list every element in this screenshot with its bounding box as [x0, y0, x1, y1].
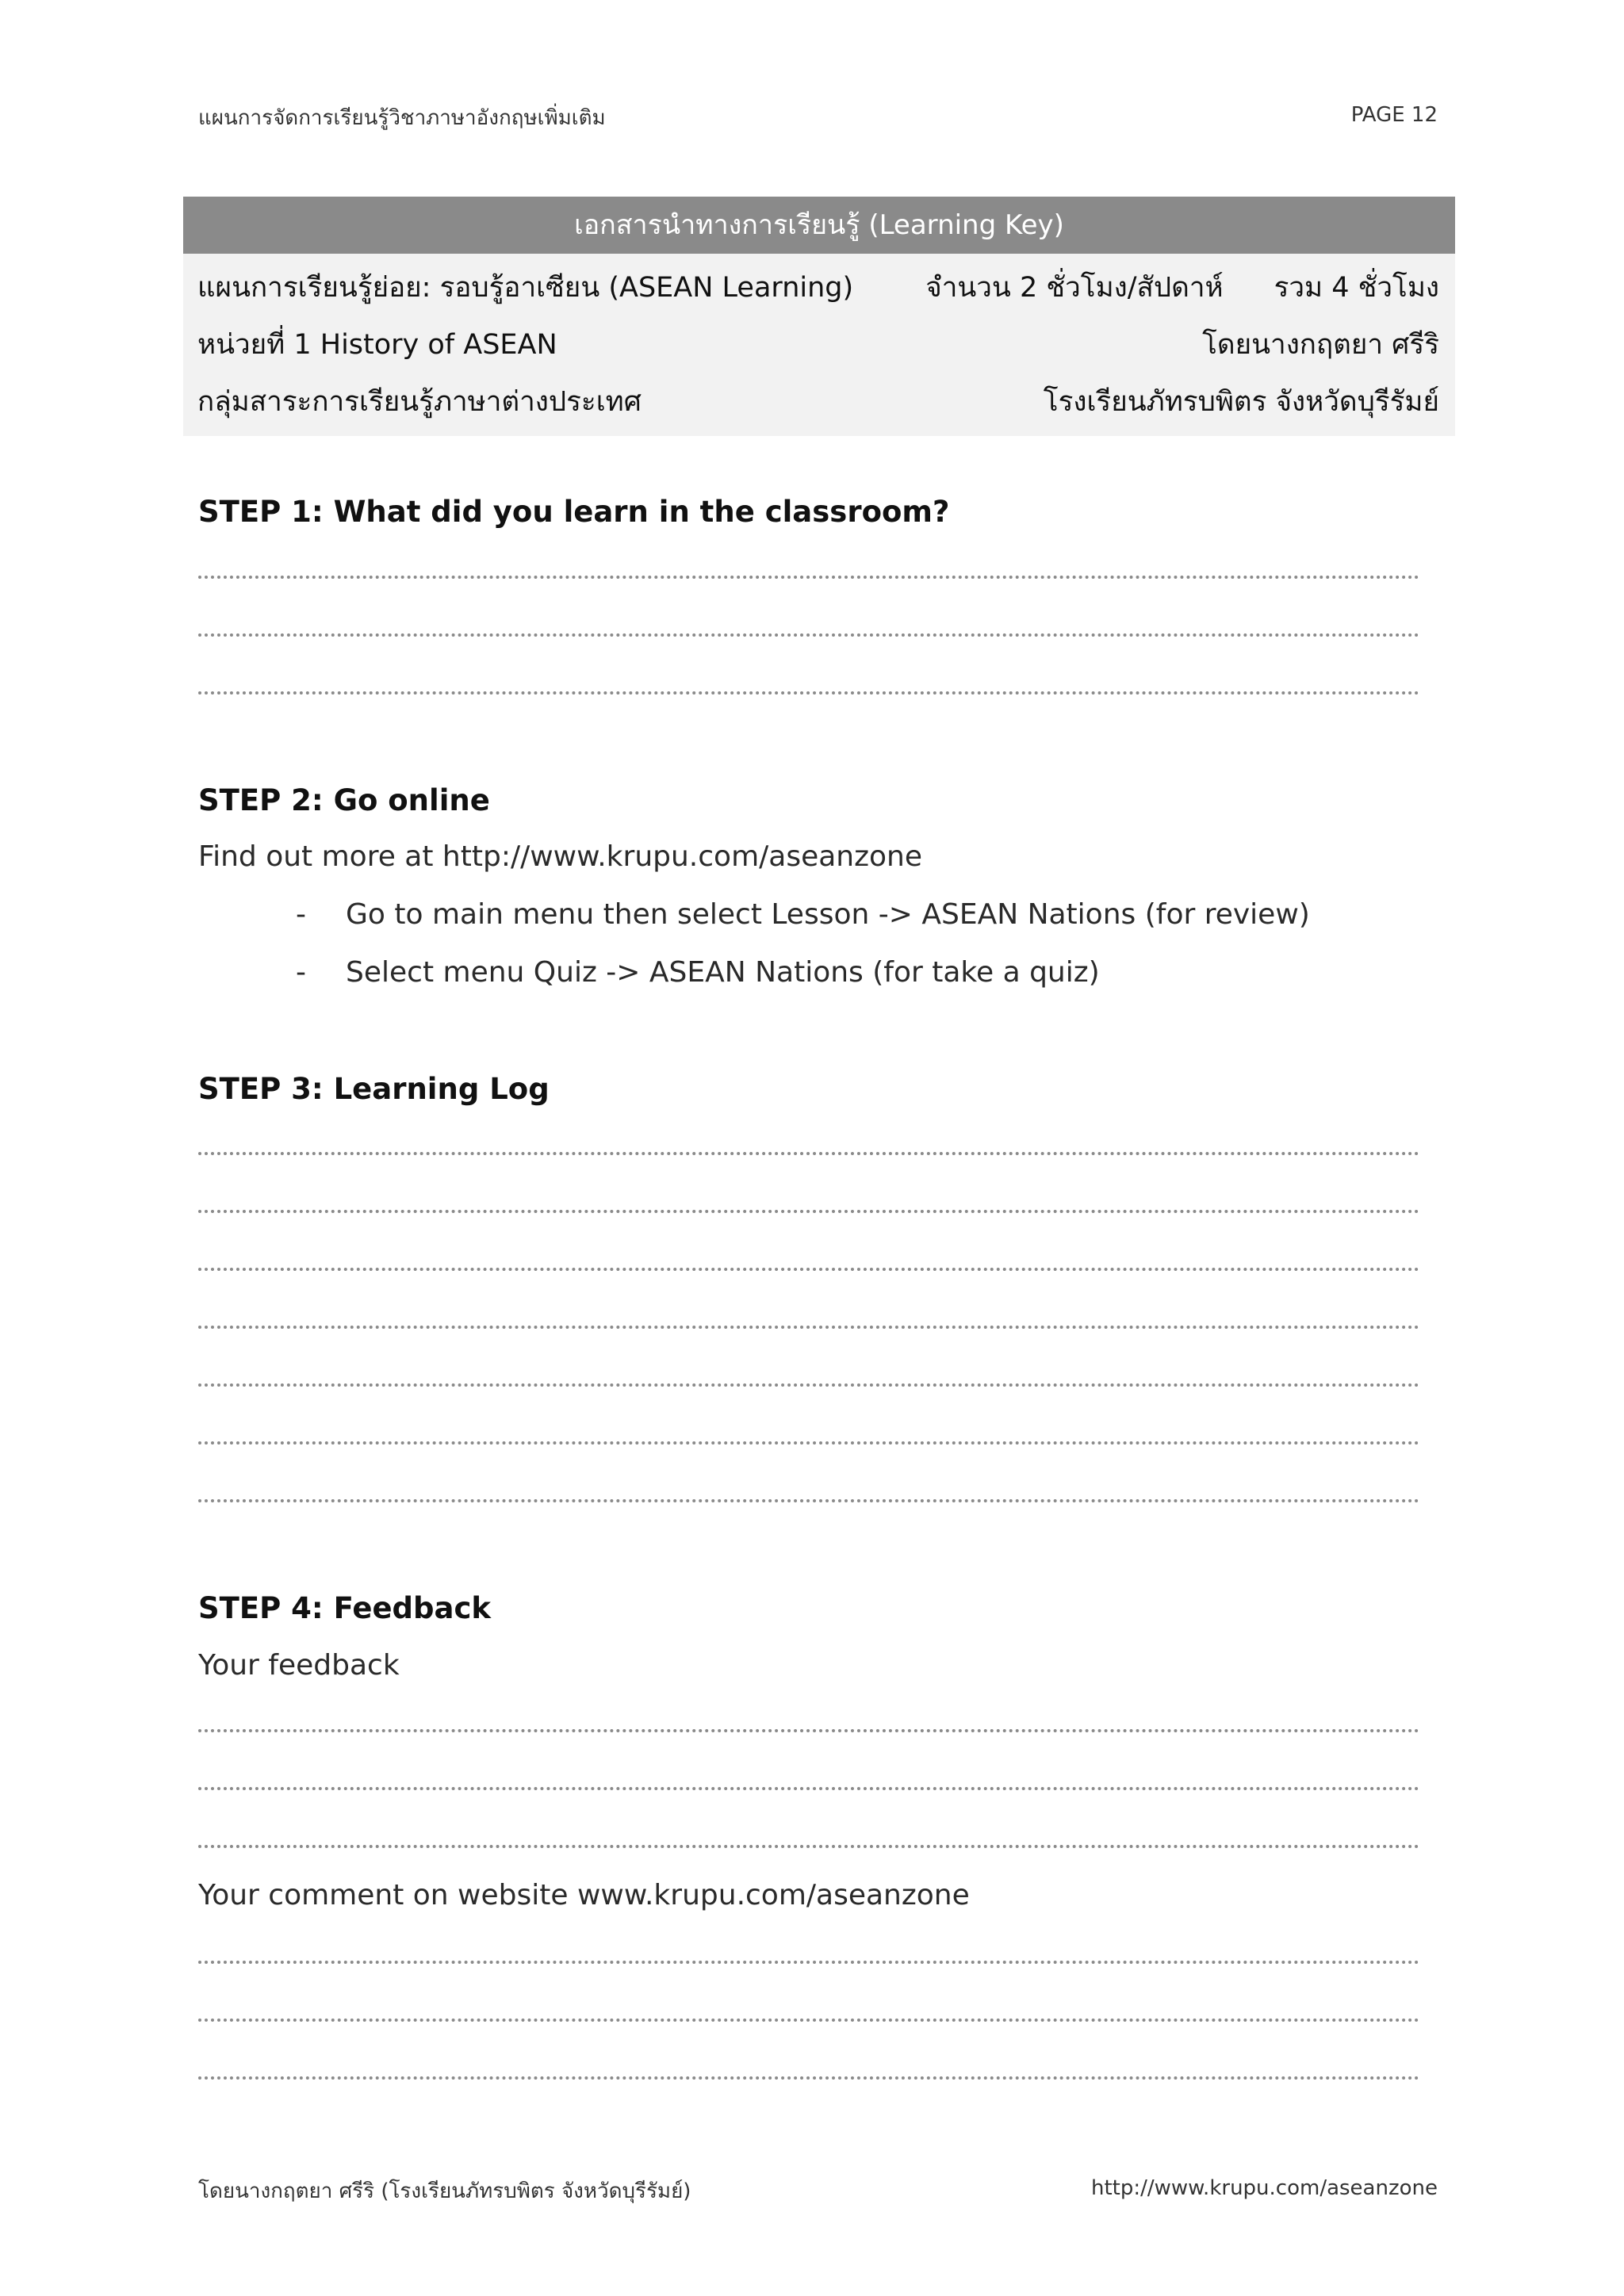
learning-key-title: เอกสารนำทางการเรียนรู้ (Learning Key) [183, 197, 1455, 254]
footer-url[interactable]: http://www.krupu.com/aseanzone [1091, 2176, 1438, 2200]
key-row-subject [183, 373, 1455, 430]
page-number: PAGE 12 [1350, 103, 1438, 127]
comment-line[interactable] [198, 2019, 1419, 2022]
hours-total: รวม 4 ชั่วโมง [1274, 271, 1439, 304]
step3-title: STEP 3: Learning Log [198, 1072, 550, 1106]
learning-key-table [183, 197, 1455, 436]
answer-line[interactable] [198, 691, 1419, 695]
bullet-text: Go to main menu then select Lesson -> ASEAN Nations (for review) [346, 898, 1310, 931]
feedback-label: Your feedback [198, 1649, 400, 1682]
bullet-item [296, 898, 1310, 931]
feedback-line[interactable] [198, 1845, 1419, 1848]
comment-label: Your comment on website www.krupu.com/aseanzone [198, 1879, 970, 1911]
bullet-text: Select menu Quiz -> ASEAN Nations (for take a quiz) [346, 956, 1100, 989]
teacher-name: โดยนางกฤตยา ศรีริ [1202, 328, 1439, 361]
log-line[interactable] [198, 1383, 1419, 1387]
bullet-item [296, 956, 1100, 989]
key-row-plan [183, 258, 1455, 316]
feedback-line[interactable] [198, 1787, 1419, 1790]
step2-title: STEP 2: Go online [198, 783, 490, 817]
footer-author: โดยนางกฤตยา ศรีริ (โรงเรียนภัทรบพิตร จังหวัดบุรีรัมย์) [198, 2179, 691, 2203]
learning-key-body [183, 254, 1455, 436]
comment-line[interactable] [198, 2076, 1419, 2080]
step2-intro: Find out more at http://www.krupu.com/aseanzone [198, 840, 922, 873]
comment-line[interactable] [198, 1961, 1419, 1964]
unit-name: หน่วยที่ 1 History of ASEAN [197, 328, 557, 361]
plan-name: แผนการเรียนรู้ย่อย: รอบรู้อาเซียน (ASEAN Learning) [197, 271, 854, 304]
plan-hours [925, 266, 1439, 309]
hours-per-week: จำนวน 2 ชั่วโมง/สัปดาห์ [925, 271, 1224, 304]
step1-title: STEP 1: What did you learn in the classroom? [198, 495, 950, 529]
answer-line[interactable] [198, 576, 1419, 579]
bullet-dash: - [296, 956, 306, 989]
step4-title: STEP 4: Feedback [198, 1591, 492, 1625]
log-line[interactable] [198, 1441, 1419, 1445]
feedback-line[interactable] [198, 1729, 1419, 1732]
key-row-unit [183, 316, 1455, 373]
log-line[interactable] [198, 1152, 1419, 1155]
document-header-title: แผนการจัดการเรียนรู้วิชาภาษาอังกฤษเพิ่มเติม [198, 106, 606, 130]
school-name: โรงเรียนภัทรบพิตร จังหวัดบุรีรัมย์ [1043, 385, 1439, 418]
log-line[interactable] [198, 1326, 1419, 1329]
log-line[interactable] [198, 1210, 1419, 1213]
subject-group: กลุ่มสาระการเรียนรู้ภาษาต่างประเทศ [197, 385, 642, 418]
log-line[interactable] [198, 1499, 1419, 1502]
log-line[interactable] [198, 1268, 1419, 1271]
bullet-dash: - [296, 898, 306, 931]
answer-line[interactable] [198, 633, 1419, 637]
